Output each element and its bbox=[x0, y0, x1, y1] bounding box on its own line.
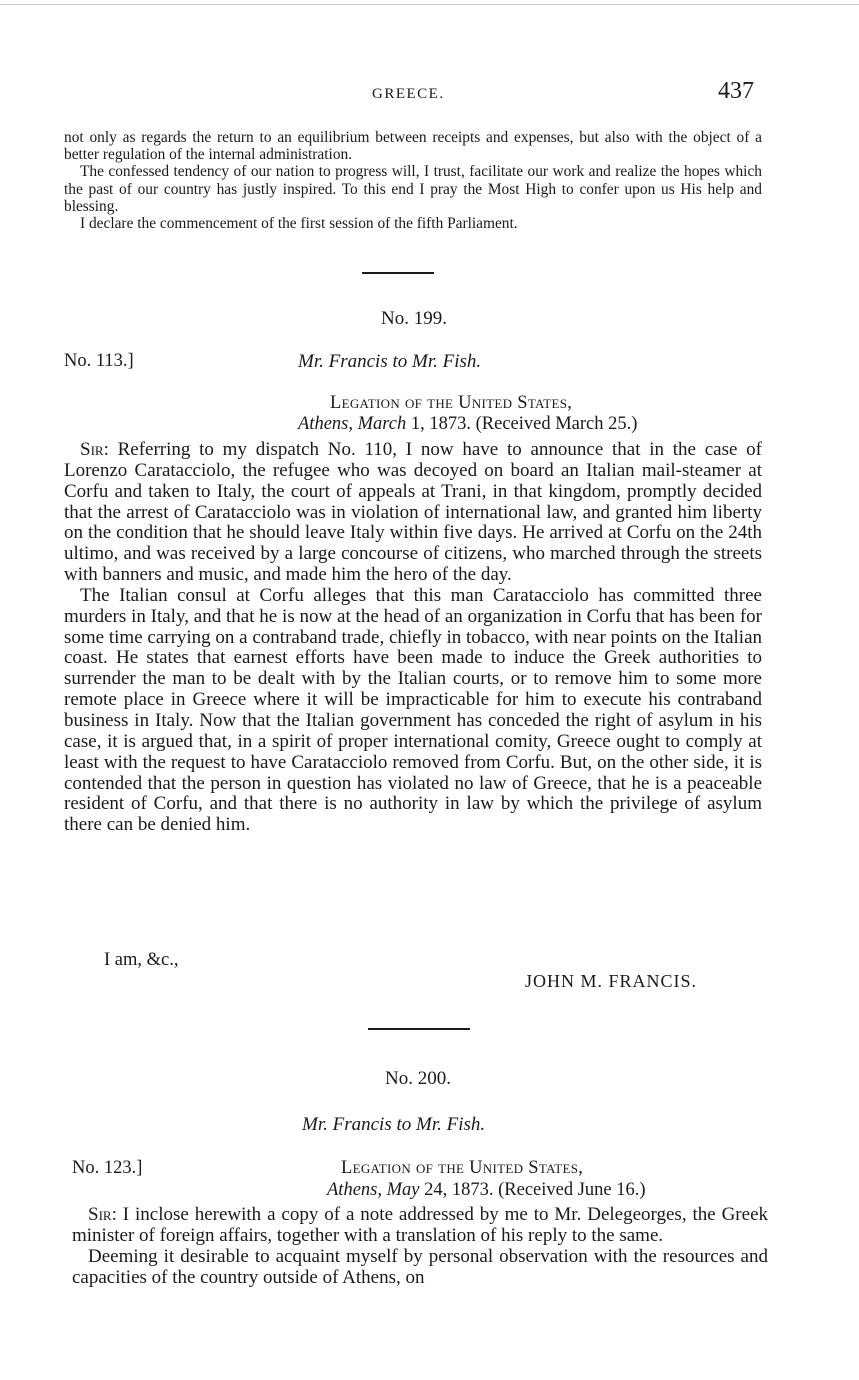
dispatch-title: Mr. Francis to Mr. Fish. bbox=[302, 1114, 486, 1135]
date-month: May bbox=[386, 1180, 420, 1200]
legation-heading: Legation of the United States, bbox=[341, 1158, 584, 1178]
page-number: 437 bbox=[718, 78, 754, 104]
legation-heading: Legation of the United States, bbox=[330, 393, 573, 413]
continuation-text bbox=[64, 129, 762, 232]
document-number: No. 199. bbox=[381, 308, 447, 329]
body-paragraph bbox=[64, 440, 762, 586]
dispatch-title: Mr. Francis to Mr. Fish. bbox=[298, 351, 482, 372]
page-edge-line bbox=[0, 4, 859, 5]
date-place: Athens, bbox=[327, 1180, 382, 1200]
dispatch-reference: No. 113.] bbox=[64, 351, 134, 371]
signature: JOHN M. FRANCIS. bbox=[525, 971, 698, 991]
dispatch-reference: No. 123.] bbox=[72, 1158, 143, 1178]
continuation-paragraph: The confessed tendency of our nation to progress will, I trust, facilitate our work and realize the hopes which the past of our country has justly inspired. To this end I pray the Most High to confer upon us His help and blessing. bbox=[64, 163, 762, 215]
body-paragraph: The Italian consul at Corfu alleges that this man Caratacciolo has committed three murders in Italy, and that he is now at the head of an organization in Corfu that has been for some time carrying on a contraband trade, chiefly in tobacco, with near points on the Italian coast. He states that earnest efforts have been made to induce the Greek authorities to surrender the man to be dealt with by the Italian courts, or to remove him to some more remote place in Greece where it will be impracticable for him to execute his contraband business in Italy. Now that the Italian government has conceded the right of asylum in his case, it is argued that, in a spirit of proper international comity, Greece ought to comply at least with the request to have Caratacciolo removed from Corfu. But, on the other side, it is contended that the person in question has violated no law of Greece, that he is a peaceable resident of Corfu, and that there is no authority in law by which the privilege of asylum there can be denied him. bbox=[64, 584, 763, 836]
dispatch-body bbox=[72, 1205, 768, 1288]
closing-line: I am, &c., bbox=[104, 950, 179, 970]
dateline bbox=[298, 414, 637, 435]
body-paragraph: Deeming it desirable to acquaint myself by personal observation with the resources and capacities of the country outside of Athens, on bbox=[72, 1245, 768, 1288]
date-place: Athens, bbox=[298, 414, 353, 434]
date-rest: 1, 1873. (Received March 25.) bbox=[410, 414, 638, 434]
salutation: Sir: bbox=[88, 1204, 117, 1225]
salutation: Sir: bbox=[80, 439, 109, 460]
body-text: Referring to my dispatch No. 110, I now have to announce that in the case of Lorenzo Caratacciolo, the refugee who was decoyed on board an Italian mail-steamer at Corfu and taken to Italy, the court of appeals at Trani, in that kingdom, promptly decided that the arrest of Caratacciolo was in violation of international law, and granted him liberty on the condition that he should leave Italy within five days. He arrived at Corfu on the 24th ultimo, and was received by a large concourse of citizens, who marched through the streets with banners and music, and made him the hero of the day. bbox=[64, 439, 763, 586]
continuation-paragraph: not only as regards the return to an equilibrium between receipts and expenses, but also with the object of a better regulation of the internal administration. bbox=[64, 129, 762, 164]
continuation-paragraph: I declare the commencement of the first session of the fifth Parliament. bbox=[80, 215, 518, 233]
section-divider bbox=[368, 1028, 470, 1030]
date-month: March bbox=[357, 414, 407, 434]
dispatch-body bbox=[64, 440, 762, 836]
body-text: I inclose herewith a copy of a note addressed by me to Mr. Delegeorges, the Greek minister of foreign affairs, together with a translation of his reply to the same. bbox=[72, 1204, 768, 1246]
date-rest: 24, 1873. (Received June 16.) bbox=[424, 1180, 646, 1200]
dateline bbox=[327, 1180, 646, 1201]
running-title: GREECE. bbox=[372, 86, 445, 102]
body-paragraph bbox=[72, 1205, 768, 1247]
section-divider bbox=[362, 272, 434, 274]
document-number: No. 200. bbox=[385, 1068, 451, 1089]
